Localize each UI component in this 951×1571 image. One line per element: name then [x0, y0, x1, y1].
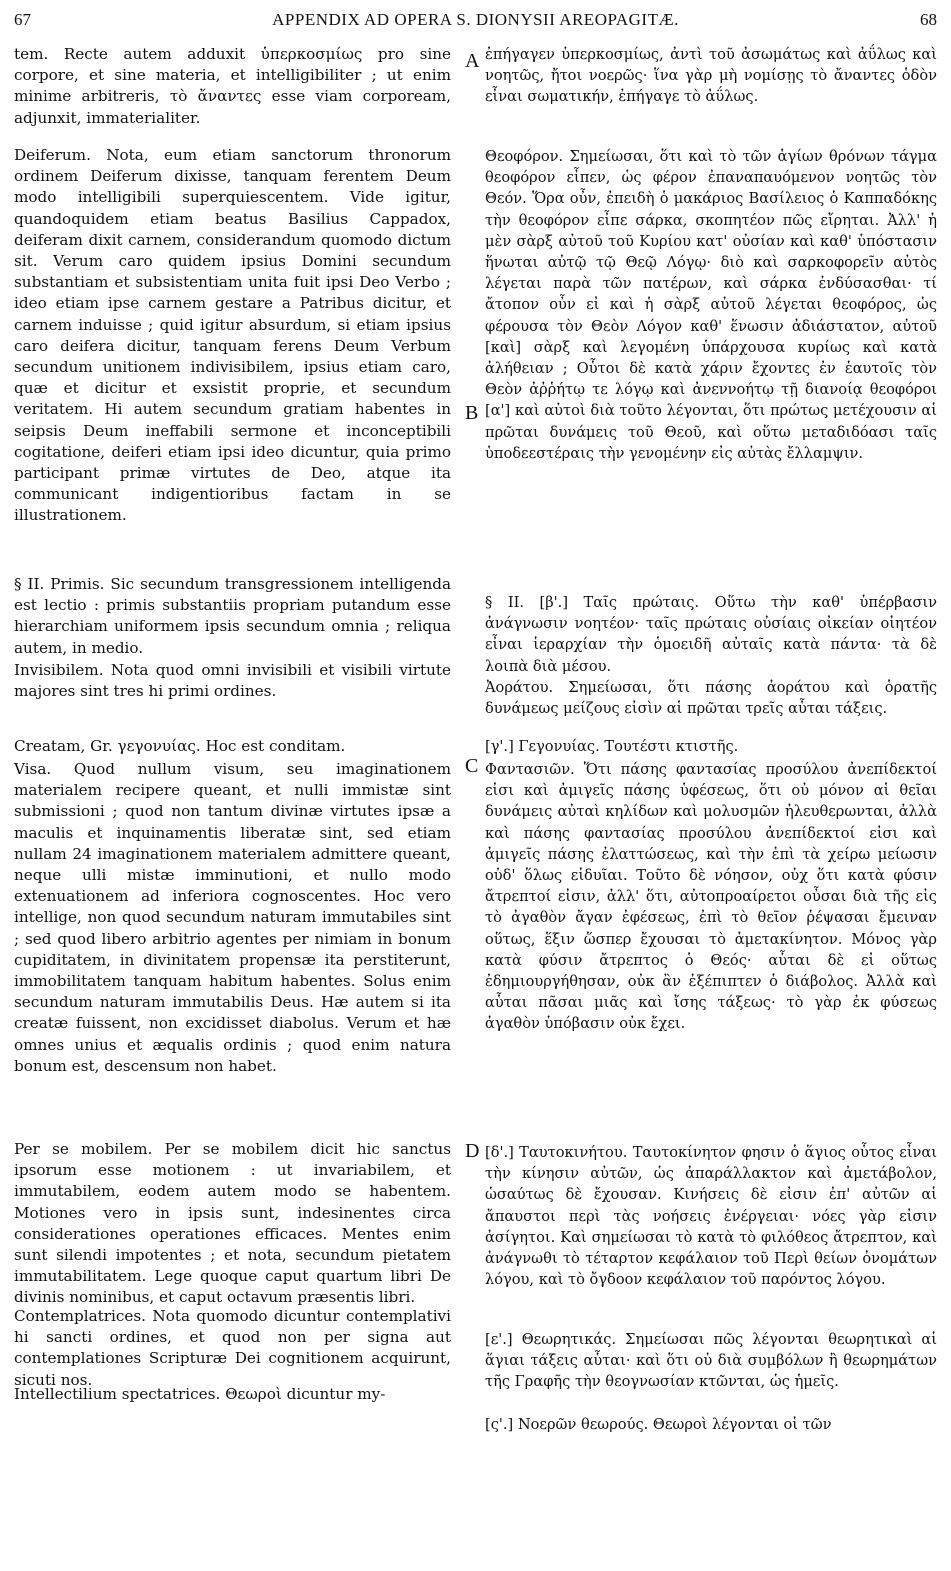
- greek-para: ἐπήγαγεν ὑπερκοσμίως, ἀντὶ τοῦ ἀσωμάτως καὶ ἀΰλως καὶ νοητῶς, ἤτοι νοερῶς· ἵνα γὰρ μὴ νομίσῃς τὸ ἄναντες ὁδὸν εἶναι σωματικήν, ἐπήγαγε τὸ ἀΰλως.: [485, 46, 937, 106]
- latin-para: Deiferum. Nota, eum etiam sanctorum thronorum ordinem Deiferum dixisse, tanquam ferentem Deum modo intelligibili superquiescentem. Vide igitur, quandoquidem etiam beatus Basilius Cappadox, deiferam dixit carnem, considerandum quomodo dictum sit. Verum caro quidem ipsius Domini secundum substantiam et subsistentiam unita fuit ipsi Deo Verbo ; ideo etiam ipse carnem gestare a Patribus dicitur, et carnem induisse ; quid igitur absurdum, si etiam ipsius caro deifera dicitur, tanquam ferens Deum Verbum secundum unitionem indivisibilem, ipsius etiam caro, quæ et dicitur et exsistit proprie, et secundum veritatem. Hi autem secundum gratiam habentes in seipsis Deum ineffabili sermone et inconceptibili cogitatione, deiferi etiam ipsi ideo dicuntur, quia primo participant primæ virtutes de Deo, atque ita communicant indigentioribus factam in se illustrationem.: [14, 146, 451, 525]
- latin-para: Visa. Quod nullum visum, seu imaginationem materialem recipere queant, et nulli immistæ sint submissioni ; quod non tantum divinæ virtutes ipsæ a maculis et inquinamentis liberatæ sint, sed etiam nullam 24 imaginationem materialem admittere queant, neque ulli mistæ imminutioni, et nullo modo extenuationem ad inferiora cognoscentes. Hoc vero intellige, non quod secundum naturam immutabiles sint ; sed quod libero arbitrio agentes per nimiam in bonum cupiditatem, in divinitatem propensæ ita perstiterunt, immobilitatem tanquam habitum habentes. Solus enim secundum naturam immutabilis Deus. Hæ autem si ita creatæ fuissent, non excidisset diabolus. Verum et hæ omnes unius et æqualis ordinis ; quod enim natura bonum est, descensum non habet.: [14, 760, 451, 1075]
- latin-para: Creatam, Gr. γεγονυίας. Hoc est conditam.: [14, 737, 346, 755]
- running-header: [14, 10, 937, 36]
- latin-para: Invisibilem. Nota quod omni invisibili et visibili virtute majores sint tres hi primi ordines.: [14, 661, 451, 701]
- greek-para: [ς'.] Νοερῶν θεωρούς. Θεωροὶ λέγονται οἱ τῶν: [485, 1416, 832, 1433]
- greek-para: [γ'.] Γεγονυίας. Τουτέστι κτιστῆς.: [485, 738, 739, 755]
- latin-para: Per se mobilem. Per se mobilem dicit hic sanctus ipsorum esse motionem : ut invariabilem, et immutabilem, eodem autem modo se habentem. Motiones vero in ipsis sunt, indesinentes circa considerationes operationes efficaces. Mentes enim sunt silendi impotentes ; et nota, secundum pietatem immutabilitatem. Lege quoque caput quartum libri De divinis nominibus, et caput octavum præsentis libri.: [14, 1140, 451, 1307]
- greek-para: Ἀοράτου. Σημείωσαι, ὅτι πάσης ἀοράτου καὶ ὁρατῆς δυνάμεως μείζους εἰσὶν αἱ πρῶται τρεῖς αὗται τάξεις.: [485, 679, 937, 718]
- margin-letter-c: C: [465, 755, 479, 777]
- running-title: APPENDIX AD OPERA S. DIONYSII AREOPAGITÆ.: [272, 10, 679, 29]
- greek-para: Φαντασιῶν. Ὅτι πάσης φαντασίας προσύλου ἀνεπίδεκτοί εἰσι καὶ ἀμιγεῖς πάσης ὑφέσεως, ὅτι οὐ μόνον αἱ θεῖαι δυνάμεις αὐταὶ κηλίδων καὶ μολυσμῶν ἠλευθερωνται, ἀλλὰ καὶ πάσης φαντασίας προσύλου ἀνεπίδεκτοί εἰσι καὶ ἀμιγεῖς πάσης ἐλαττώσεως, καὶ τὴν ἐπὶ τὰ χείρω μείωσιν οὐδ' ὅλως εἰδυῖαι. Τοῦτο δὲ νόησον, οὐχ ὅτι κατὰ φύσιν ἄτρεπτοί εἰσιν, ἀλλ' ὅτι, αὐτοπροαίρετοι οὖσαι διὰ τῆς εἰς τὸ ἀγαθὸν ἄγαν ἐφέσεως, ἐπὶ τὸ θεῖον ῥέψασαι ἔμειναν οὕτως, ἕξιν ὥσπερ ἔχουσαι τὸ ἀμετακίνητον. Μόνος γὰρ κατὰ φύσιν ἄτρεπτος ὁ Θεός· αὗται δὲ εἰ οὕτως ἐδημιουργήθησαν, οὐκ ἂν ἐξέπιπτεν ὁ διάβολος. Ἀλλὰ καὶ αὗται πᾶσαι μιᾶς καὶ ἴσης τάξεως· τὸ γὰρ ἐκ φύσεως ἀγαθὸν ὑπόβασιν οὐκ ἔχει.: [485, 761, 937, 1033]
- page-number-left: 67: [14, 10, 31, 29]
- latin-para: tem. Recte autem adduxit ὑπερκοσμίως pro sine corpore, et sine materia, et intelligibiliter ; ut enim minime arbitreris, τὸ ἄναντες esse viam corpoream, adjunxit, immaterialiter.: [14, 45, 451, 127]
- latin-para: Contemplatrices. Nota quomodo dicuntur contemplativi hi sancti ordines, et quod non per signa aut contemplationes Scripturæ Dei cognitionem acquirunt, sicuti nos.: [14, 1307, 451, 1389]
- page-number-right: 68: [920, 10, 937, 29]
- margin-letter-b: B: [465, 402, 479, 424]
- margin-letter-d: D: [465, 1140, 480, 1162]
- greek-para: § II. [β'.] Ταῖς πρώταις. Οὕτω τὴν καθ' ὑπέρβασιν ἀνάγνωσιν νοητέον· ταῖς πρώταις οὐσίαις οἰκείαν οἰητέον εἶναι ἱεραρχίαν τὴν ὁμοειδῆ αὐταῖς κατὰ πάντα· τὰ δὲ λοιπὰ διὰ μέσου.: [485, 594, 937, 675]
- greek-para: Θεοφόρον. Σημείωσαι, ὅτι καὶ τὸ τῶν ἁγίων θρόνων τάγμα θεοφόρον εἶπεν, ὡς φέρον ἐπαναπαυόμενον νοητῶς τὸν Θεόν. Ὅρα οὖν, ἐπειδὴ ὁ μακάριος Βασίλειος ὁ Καππαδόκης τὴν θεοφόρον εἶπε σάρκα, σκοπητέον πῶς εἴρηται. Ἀλλ' ἡ μὲν σὰρξ αὐτοῦ τοῦ Κυρίου κατ' οὐσίαν καὶ καθ' ὑπόστασιν ἥνωται αὐτῷ τῷ Θεῷ Λόγῳ· διὸ καὶ σαρκοφορεῖν αὐτὸς λέγεται παρὰ τῶν πατέρων, καὶ σάρκα ἐνδύσασθαι· τί ἄτοπον οὖν εἰ καὶ ἡ σὰρξ αὐτοῦ λέγεται θεοφόρος, ὡς φέρουσα τὸν Θεὸν Λόγον καθ' ἕνωσιν ἀδιάστατον, αὐτοῦ [καὶ] σὰρξ καὶ λεγομένη ὑπάρχουσα κυρίως καὶ κατὰ ἀλήθειαν ; Οὗτοι δὲ κατὰ χάριν ἔχοντες ἐν ἑαυτοῖς τὸν Θεὸν ἀῤῥήτῳ τε λόγῳ καὶ ἀνεννοήτῳ τῇ διανοίᾳ θεοφόροι [α'] καὶ αὐτοὶ διὰ τοῦτο λέγονται, ὅτι πρώτως μετέχουσιν αἱ πρῶται δυνάμεις τοῦ Θεοῦ, καὶ οὕτω μεταδιδόασι ταῖς ὑποδεεστέραις τὴν γενομένην εἰς αὐτὰς ἔλλαμψιν.: [485, 148, 937, 462]
- greek-para: [ε'.] Θεωρητικάς. Σημείωσαι πῶς λέγονται θεωρητικαὶ αἱ ἅγιαι τάξεις αὗται· καὶ ὅτι οὐ διὰ συμβόλων ἢ θεωρημάτων τῆς Γραφῆς τὴν θεογνωσίαν κτῶνται, ὡς ἡμεῖς.: [485, 1331, 937, 1391]
- latin-para: Intellectilium spectatrices. Θεωροὶ dicuntur my-: [14, 1385, 386, 1403]
- greek-para: [δ'.] Ταυτοκινήτου. Ταυτοκίνητον φησιν ὁ ἅγιος οὗτος εἶναι τὴν κίνησιν αὐτῶν, ὡς ἀπαράλλακτον καὶ ἀμετάβολον, ὡσαύτως δὲ ἔχουσαν. Κινήσεις δὲ εἰσιν ἐπ' αὐτῶν αἱ ἄπαυστοι περὶ τὰς νοήσεις ἐνέργειαι· νόες γὰρ εἰσιν ἀσίγητοι. Καὶ σημείωσαι τὸ κατὰ τὸ φιλόθεος ἄτρεπτον, καὶ ἀνάγνωθι τὸ τέταρτον κεφάλαιον τοῦ Περὶ θείων ὀνομάτων λόγου, καὶ τὸ ὄγδοον κεφάλαιον τοῦ παρόντος λόγου.: [485, 1144, 937, 1289]
- margin-letter-a: A: [465, 50, 480, 72]
- latin-para: § II. Primis. Sic secundum transgressionem intelligenda est lectio : primis substantiis propriam putandum esse hierarchiam uniformem ipsis secundum omnia ; reliqua autem, in medio.: [14, 575, 451, 657]
